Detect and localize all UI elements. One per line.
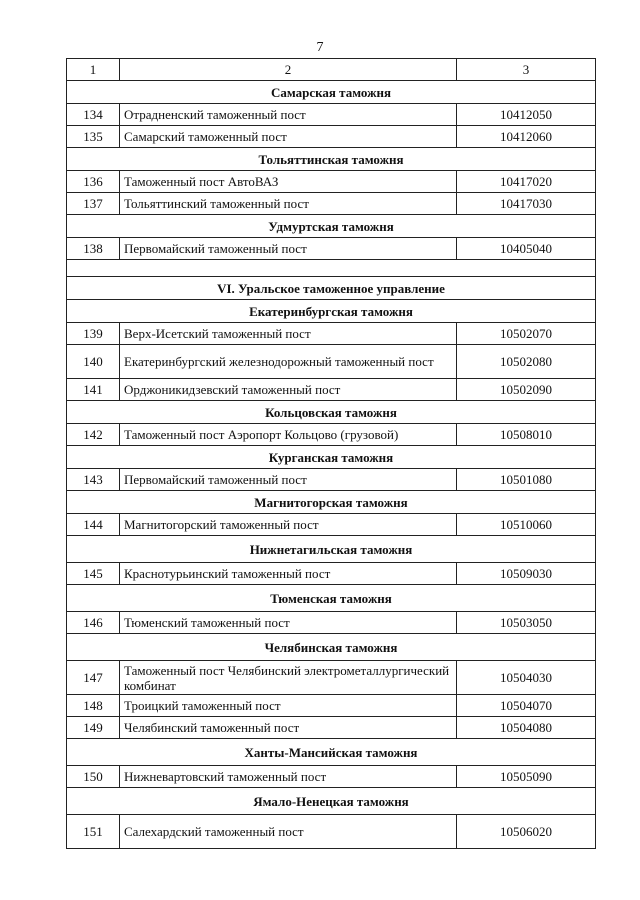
section-row xyxy=(67,300,596,323)
section-title: VI. Уральское таможенное управление xyxy=(67,277,596,300)
post-code: 10503050 xyxy=(457,612,596,634)
post-code: 10501080 xyxy=(457,469,596,491)
section-row xyxy=(67,148,596,171)
spacer-row xyxy=(67,260,596,277)
post-name: Верх-Исетский таможенный пост xyxy=(120,323,457,345)
table-row xyxy=(67,695,596,717)
row-number: 134 xyxy=(67,104,120,126)
post-code: 10506020 xyxy=(457,815,596,849)
row-number: 139 xyxy=(67,323,120,345)
table-row xyxy=(67,469,596,491)
table-row xyxy=(67,563,596,585)
table-row xyxy=(67,345,596,379)
post-name: Нижневартовский таможенный пост xyxy=(120,766,457,788)
section-title: Самарская таможня xyxy=(67,81,596,104)
section-title: Удмуртская таможня xyxy=(67,215,596,238)
header-col-code: 3 xyxy=(457,59,596,81)
post-name: Таможенный пост Аэропорт Кольцово (грузовой) xyxy=(120,424,457,446)
row-number: 150 xyxy=(67,766,120,788)
table-row xyxy=(67,238,596,260)
section-row xyxy=(67,81,596,104)
header-col-number: 1 xyxy=(67,59,120,81)
section-row xyxy=(67,585,596,612)
section-title: Ханты-Мансийская таможня xyxy=(67,739,596,766)
post-code: 10505090 xyxy=(457,766,596,788)
section-title: Кольцовская таможня xyxy=(67,401,596,424)
section-title: Челябинская таможня xyxy=(67,634,596,661)
table-row xyxy=(67,766,596,788)
row-number: 141 xyxy=(67,379,120,401)
table-row xyxy=(67,661,596,695)
section-title: Тюменская таможня xyxy=(67,585,596,612)
post-code: 10509030 xyxy=(457,563,596,585)
post-code: 10417030 xyxy=(457,193,596,215)
post-code: 10504070 xyxy=(457,695,596,717)
row-number: 149 xyxy=(67,717,120,739)
section-row xyxy=(67,215,596,238)
row-number: 151 xyxy=(67,815,120,849)
row-number: 138 xyxy=(67,238,120,260)
post-code: 10412050 xyxy=(457,104,596,126)
row-number: 135 xyxy=(67,126,120,148)
table-body xyxy=(67,59,596,849)
post-code: 10504030 xyxy=(457,661,596,695)
post-name: Троицкий таможенный пост xyxy=(120,695,457,717)
table-row xyxy=(67,424,596,446)
post-name: Орджоникидзевский таможенный пост xyxy=(120,379,457,401)
section-row xyxy=(67,446,596,469)
row-number: 145 xyxy=(67,563,120,585)
table-row xyxy=(67,379,596,401)
post-name: Челябинский таможенный пост xyxy=(120,717,457,739)
row-number: 147 xyxy=(67,661,120,695)
row-number: 136 xyxy=(67,171,120,193)
post-name: Тольяттинский таможенный пост xyxy=(120,193,457,215)
row-number: 143 xyxy=(67,469,120,491)
post-code: 10508010 xyxy=(457,424,596,446)
post-name: Салехардский таможенный пост xyxy=(120,815,457,849)
post-code: 10504080 xyxy=(457,717,596,739)
post-name: Тюменский таможенный пост xyxy=(120,612,457,634)
table-row xyxy=(67,104,596,126)
section-title: Тольяттинская таможня xyxy=(67,148,596,171)
section-row xyxy=(67,634,596,661)
row-number: 146 xyxy=(67,612,120,634)
post-code: 10502080 xyxy=(457,345,596,379)
post-name: Первомайский таможенный пост xyxy=(120,469,457,491)
post-name: Отрадненский таможенный пост xyxy=(120,104,457,126)
spacer-cell xyxy=(67,260,596,277)
section-title: Магнитогорская таможня xyxy=(67,491,596,514)
section-title: Екатеринбургская таможня xyxy=(67,300,596,323)
section-row xyxy=(67,788,596,815)
header-col-name: 2 xyxy=(120,59,457,81)
post-code: 10412060 xyxy=(457,126,596,148)
section-row xyxy=(67,536,596,563)
post-name: Таможенный пост АвтоВАЗ xyxy=(120,171,457,193)
row-number: 144 xyxy=(67,514,120,536)
post-code: 10405040 xyxy=(457,238,596,260)
header-row xyxy=(67,59,596,81)
post-name: Магнитогорский таможенный пост xyxy=(120,514,457,536)
section-row xyxy=(67,739,596,766)
post-code: 10502090 xyxy=(457,379,596,401)
post-name: Первомайский таможенный пост xyxy=(120,238,457,260)
table-row xyxy=(67,171,596,193)
post-name: Самарский таможенный пост xyxy=(120,126,457,148)
customs-posts-table xyxy=(66,58,596,849)
table-row xyxy=(67,514,596,536)
section-row xyxy=(67,401,596,424)
section-row xyxy=(67,277,596,300)
section-title: Ямало-Ненецкая таможня xyxy=(67,788,596,815)
post-code: 10417020 xyxy=(457,171,596,193)
table-row xyxy=(67,193,596,215)
row-number: 148 xyxy=(67,695,120,717)
section-title: Курганская таможня xyxy=(67,446,596,469)
section-title: Нижнетагильская таможня xyxy=(67,536,596,563)
post-code: 10502070 xyxy=(457,323,596,345)
table-row xyxy=(67,323,596,345)
table-row xyxy=(67,717,596,739)
post-name: Таможенный пост Челябинский электрометаллургический комбинат xyxy=(120,661,457,695)
row-number: 137 xyxy=(67,193,120,215)
table-row xyxy=(67,815,596,849)
row-number: 140 xyxy=(67,345,120,379)
post-name: Краснотурьинский таможенный пост xyxy=(120,563,457,585)
section-row xyxy=(67,491,596,514)
table-row xyxy=(67,612,596,634)
table-row xyxy=(67,126,596,148)
post-name: Екатеринбургский железнодорожный таможенный пост xyxy=(120,345,457,379)
post-code: 10510060 xyxy=(457,514,596,536)
page-number: 7 xyxy=(316,40,324,55)
row-number: 142 xyxy=(67,424,120,446)
